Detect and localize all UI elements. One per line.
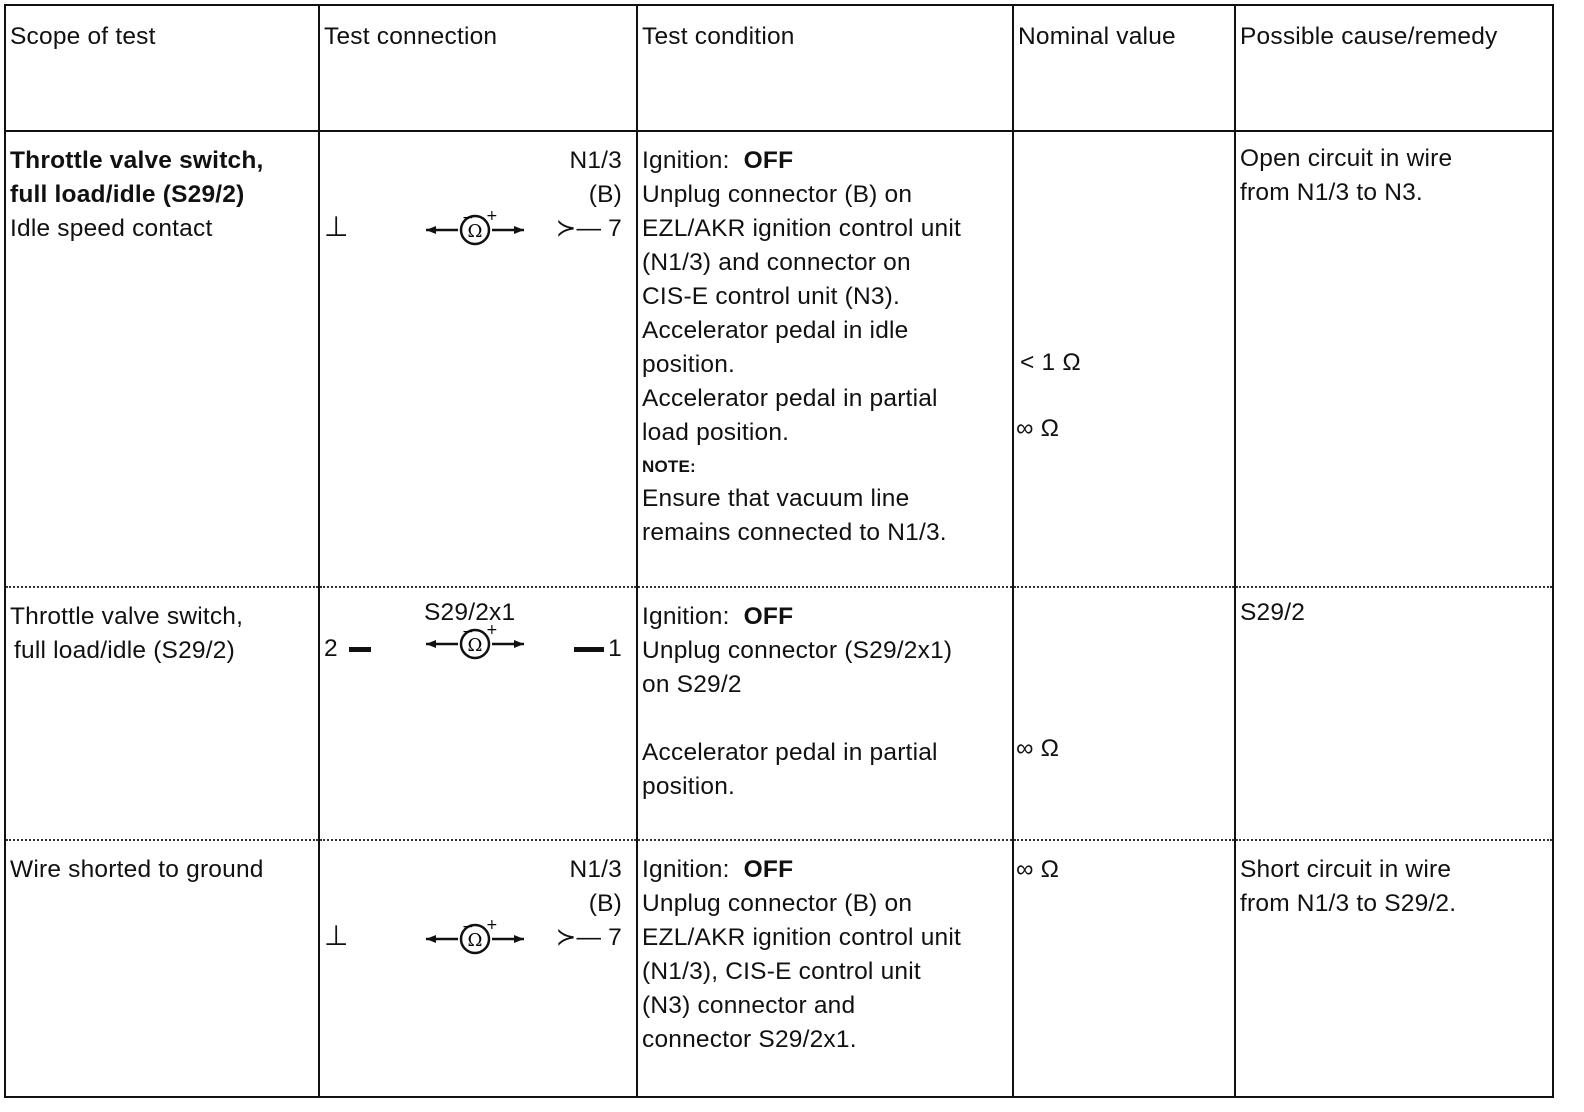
header-remedy: Possible cause/remedy: [1235, 5, 1553, 131]
condition-line: Unplug connector (B) on: [642, 889, 913, 917]
connector-pin: ≻— 7: [555, 215, 622, 243]
ohm-symbol: Ω: [467, 221, 483, 243]
table-row: [5, 587, 1553, 839]
condition-line: on S29/2: [642, 671, 742, 699]
connection-cell: [319, 840, 637, 1098]
condition-line: (N1/3), CIS-E control unit: [642, 957, 921, 985]
scope-line: full load/idle (S29/2): [10, 181, 245, 209]
ohmmeter-icon: [424, 210, 534, 246]
test-table: [4, 4, 1554, 1098]
connector-pin-label: (B): [588, 181, 622, 209]
nominal-value: < 1 Ω: [1020, 349, 1081, 377]
connector-pin-label: (B): [588, 889, 622, 917]
condition-line: Unplug connector (S29/2x1): [642, 637, 953, 665]
ground-icon: ⊥: [324, 919, 349, 951]
ignition-line: Ignition: OFF: [642, 147, 794, 175]
svg-text:+: +: [486, 918, 498, 933]
svg-text:−: −: [462, 210, 474, 227]
ohm-symbol: Ω: [467, 635, 483, 657]
header-condition: Test condition: [637, 5, 1013, 131]
header-connection: Test connection: [319, 5, 637, 131]
remedy-cell: [1235, 587, 1553, 839]
condition-line: Accelerator pedal in partial: [642, 739, 938, 767]
nominal-value: ∞ Ω: [1016, 415, 1060, 443]
svg-text:+: +: [486, 210, 498, 225]
table-row: [5, 131, 1553, 587]
note-line: remains connected to N1/3.: [642, 519, 947, 547]
condition-line: EZL/AKR ignition control unit: [642, 923, 962, 951]
condition-line: EZL/AKR ignition control unit: [642, 215, 962, 243]
remedy-cell: [1235, 131, 1553, 587]
condition-line: Accelerator pedal in idle: [642, 317, 909, 345]
nominal-cell: [1013, 131, 1235, 587]
nominal-value: ∞ Ω: [1016, 855, 1060, 883]
connection-cell: [319, 131, 637, 587]
scope-cell: [5, 131, 319, 587]
scope-cell: [5, 587, 319, 839]
nominal-cell: [1013, 840, 1235, 1098]
condition-line: (N3) connector and: [642, 991, 856, 1019]
nominal-cell: [1013, 587, 1235, 839]
scope-line: full load/idle (S29/2): [14, 637, 235, 665]
svg-text:+: +: [486, 624, 498, 639]
table-row: [5, 840, 1553, 1098]
svg-text:−: −: [462, 624, 474, 641]
scope-line: Idle speed contact: [10, 215, 213, 243]
note-line: Ensure that vacuum line: [642, 485, 910, 513]
condition-cell: [637, 131, 1013, 587]
remedy-line: S29/2: [1240, 599, 1306, 627]
ohm-symbol: Ω: [467, 929, 483, 951]
test-table-page: [4, 4, 1552, 1098]
ground-icon: ⊥: [324, 211, 349, 243]
table-header-row: [5, 5, 1553, 131]
condition-line: Accelerator pedal in partial: [642, 385, 938, 413]
connector-label: S29/2x1: [424, 599, 516, 627]
condition-line: (N1/3) and connector on: [642, 249, 911, 277]
scope-line: Throttle valve switch,: [10, 603, 244, 631]
remedy-line: Short circuit in wire: [1240, 855, 1452, 883]
condition-line: load position.: [642, 419, 790, 447]
connector-label: N1/3: [569, 147, 622, 175]
remedy-line: Open circuit in wire: [1240, 145, 1453, 173]
scope-line: Wire shorted to ground: [10, 855, 264, 883]
scope-line: Throttle valve switch,: [10, 147, 264, 175]
condition-cell: [637, 587, 1013, 839]
nominal-value: ∞ Ω: [1016, 735, 1060, 763]
connector-pin: ≻— 7: [555, 923, 622, 951]
remedy-cell: [1235, 840, 1553, 1098]
remedy-line: from N1/3 to S29/2.: [1240, 889, 1457, 917]
condition-line: position.: [642, 773, 736, 801]
connector-pin: 2: [324, 632, 371, 666]
condition-line: position.: [642, 351, 736, 379]
condition-line: Unplug connector (B) on: [642, 181, 913, 209]
ignition-line: Ignition: OFF: [642, 855, 794, 883]
connection-cell: [319, 587, 637, 839]
note-label: NOTE:: [642, 457, 696, 477]
svg-text:−: −: [462, 918, 474, 935]
header-nominal: Nominal value: [1013, 5, 1235, 131]
ohmmeter-icon: [424, 624, 534, 660]
condition-cell: [637, 840, 1013, 1098]
ohmmeter-icon: [424, 919, 534, 955]
connector-pin: 1: [574, 632, 622, 666]
header-scope: Scope of test: [5, 5, 319, 131]
condition-line: connector S29/2x1.: [642, 1025, 857, 1053]
condition-line: CIS-E control unit (N3).: [642, 283, 901, 311]
ignition-line: Ignition: OFF: [642, 603, 794, 631]
connector-label: N1/3: [569, 855, 622, 883]
scope-cell: [5, 840, 319, 1098]
remedy-line: from N1/3 to N3.: [1240, 179, 1423, 207]
